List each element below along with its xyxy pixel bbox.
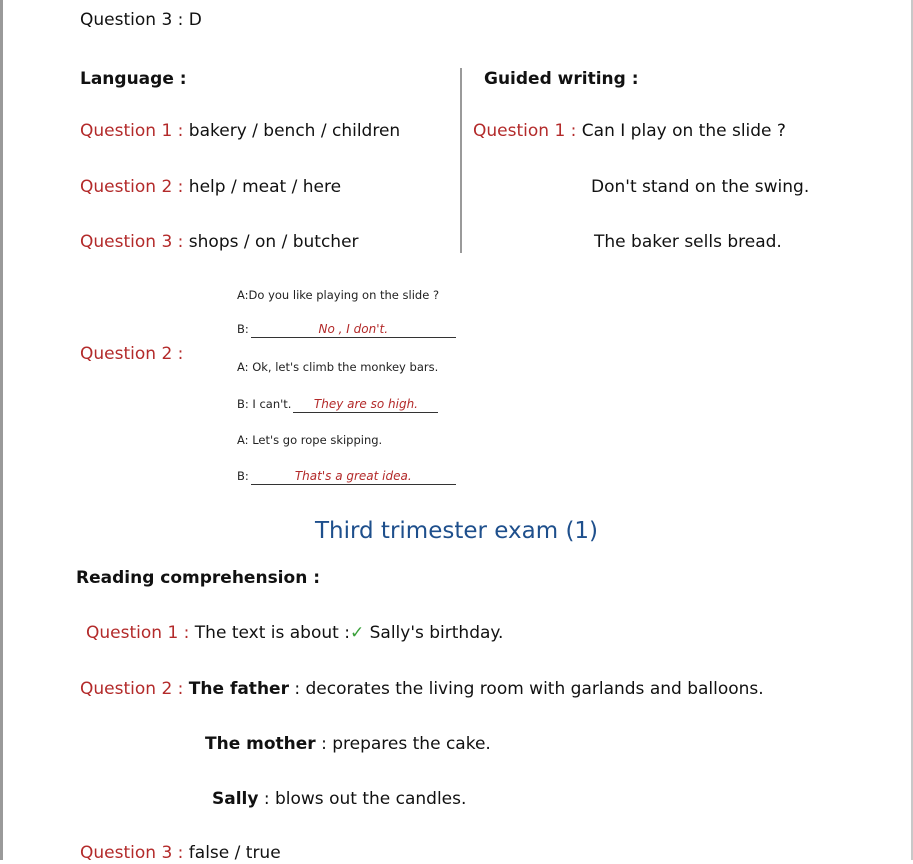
page-left-edge — [0, 0, 3, 860]
answer-blank: No , I don't. — [251, 322, 456, 338]
guided-writing-title: Guided writing : — [484, 69, 639, 89]
question-label: Question 2 : — [80, 679, 184, 699]
guided-writing-line-1 — [473, 120, 786, 142]
dialogue-line-a3: A: Let's go rope skipping. — [237, 433, 383, 447]
question-label: Question 1 : — [86, 623, 190, 643]
question-label: Question 1 : — [473, 121, 577, 141]
language-question-1 — [80, 120, 400, 142]
question-label: Question 2 : — [80, 177, 184, 197]
question-3-header: Question 3 : D — [80, 10, 202, 30]
dialogue-line-b2 — [237, 397, 438, 413]
character-action: : decorates the living room with garlands and balloons. — [294, 679, 764, 699]
question-label: Question 1 : — [80, 121, 184, 141]
language-title: Language : — [80, 69, 187, 89]
language-question-3 — [80, 231, 359, 253]
exam-title: Third trimester exam (1) — [314, 518, 599, 544]
reading-question-2-row-3 — [212, 788, 466, 810]
reading-question-2-row-2 — [205, 733, 491, 755]
speaker-prefix: B: — [237, 322, 249, 336]
reading-title: Reading comprehension : — [76, 568, 321, 588]
speaker-prefix: B: I can't. — [237, 397, 292, 411]
character-name: The mother — [205, 734, 316, 754]
answer-blank: That's a great idea. — [251, 469, 456, 485]
question-label: Question 3 : — [80, 843, 184, 863]
speaker-prefix: B: — [237, 469, 249, 483]
dialogue-line-a2: A: Ok, let's climb the monkey bars. — [237, 360, 439, 374]
question-label: Question 3 : — [80, 232, 184, 252]
question-answer: help / meat / here — [188, 177, 342, 197]
language-question-2 — [80, 176, 341, 198]
question-text: The text is about : — [194, 623, 350, 643]
character-name: Sally — [212, 789, 259, 809]
character-action: : prepares the cake. — [321, 734, 491, 754]
question-answer: bakery / bench / children — [188, 121, 401, 141]
sentence: Can I play on the slide ? — [581, 121, 786, 141]
check-mark-icon: ✓ — [349, 623, 365, 643]
reading-question-2 — [80, 678, 764, 700]
question-answer: shops / on / butcher — [188, 232, 359, 252]
character-name: The father — [188, 679, 289, 699]
question-answer: false / true — [188, 843, 281, 863]
column-divider — [460, 68, 462, 253]
reading-question-3 — [80, 842, 281, 864]
dialogue-line-b3 — [237, 469, 456, 485]
dialogue-line-a1: A:Do you like playing on the slide ? — [237, 288, 440, 302]
dialogue-line-b1 — [237, 322, 456, 338]
guided-writing-line-2: Don't stand on the swing. — [591, 177, 810, 197]
guided-writing-line-3: The baker sells bread. — [594, 232, 782, 252]
reading-question-1 — [86, 622, 503, 644]
dialogue-question-label — [80, 343, 183, 365]
question-label: Question 2 : — [80, 344, 184, 364]
question-answer: Sally's birthday. — [369, 623, 504, 643]
answer-blank: They are so high. — [293, 397, 438, 413]
character-action: : blows out the candles. — [263, 789, 467, 809]
